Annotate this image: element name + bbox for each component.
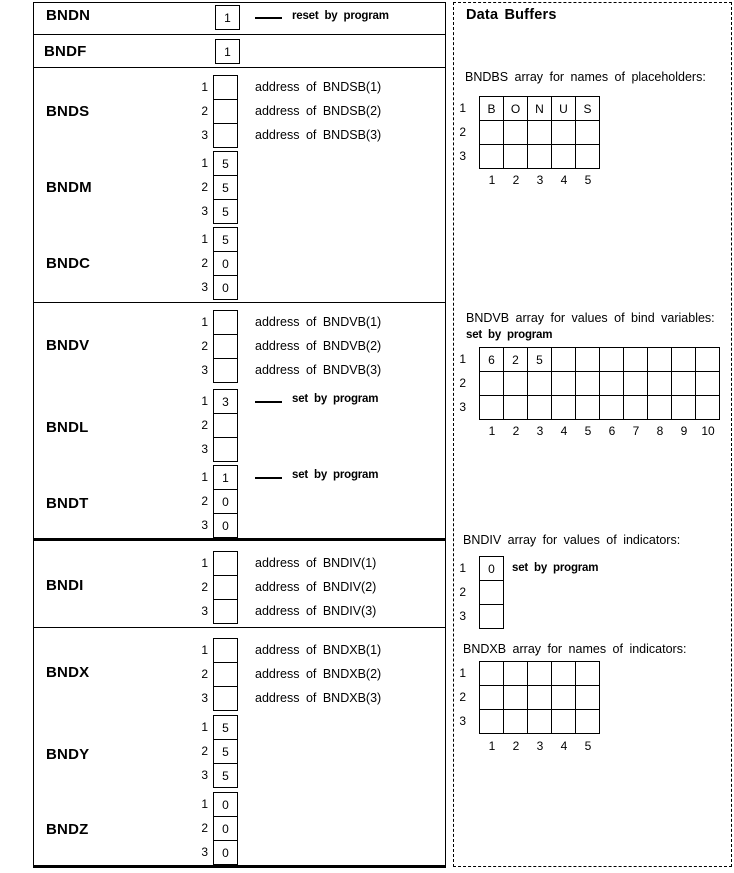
bndvb-cell-r2c10 <box>695 371 720 396</box>
bndvb-cell-r3c3 <box>527 395 552 420</box>
bndxb-cell-r2c2 <box>503 685 528 710</box>
field-label-bndy: BNDY <box>46 746 90 763</box>
row-label: 1 <box>459 666 466 680</box>
bndvb-cell-r1c4 <box>551 347 576 372</box>
section-divider <box>34 302 445 303</box>
row-label: 3 <box>459 400 466 414</box>
bndxb-cell-r1c5 <box>575 661 600 686</box>
col-label: 1 <box>488 739 496 753</box>
bndvb-cell-r1c5 <box>575 347 600 372</box>
bndbs-cell-r3c4 <box>551 144 576 169</box>
col-label: 4 <box>560 739 568 753</box>
pointer-line <box>255 17 282 19</box>
row-index: 2 <box>201 180 208 194</box>
bnds-cell-2 <box>213 99 238 124</box>
col-label: 3 <box>536 424 544 438</box>
bndm-cell-2: 5 <box>213 175 238 200</box>
section-divider <box>34 34 445 35</box>
row-index: 3 <box>201 768 208 782</box>
row-index: 2 <box>201 667 208 681</box>
bndbs-cell-r1c1: B <box>479 96 504 121</box>
bndvb-cell-r2c7 <box>623 371 648 396</box>
bndvb-cell-r1c6 <box>599 347 624 372</box>
bind-descriptor-panel <box>33 2 446 868</box>
annotation-bndiv: set by program <box>512 562 599 574</box>
bndvb-cell-r3c8 <box>647 395 672 420</box>
bndx-cell-3 <box>213 686 238 711</box>
col-label: 3 <box>536 739 544 753</box>
col-label: 3 <box>536 173 544 187</box>
bndx-cell-1 <box>213 638 238 663</box>
row-index: 2 <box>201 339 208 353</box>
bndxb-cell-r2c4 <box>551 685 576 710</box>
col-label: 5 <box>584 424 592 438</box>
row-label: 1 <box>459 101 466 115</box>
bndvb-cell-r3c5 <box>575 395 600 420</box>
row-index: 2 <box>201 580 208 594</box>
bndl-cell-2 <box>213 413 238 438</box>
bndvb-cell-r2c6 <box>599 371 624 396</box>
bndvb-cell-r3c1 <box>479 395 504 420</box>
bndxb-cell-r3c5 <box>575 709 600 734</box>
field-label-bndv: BNDV <box>46 337 90 354</box>
bndm-cell-1: 5 <box>213 151 238 176</box>
row-index: 3 <box>201 204 208 218</box>
row-index: 2 <box>201 494 208 508</box>
bndvb-cell-r1c3: 5 <box>527 347 552 372</box>
bndf-value-box: 1 <box>215 39 240 64</box>
col-label: 5 <box>584 173 592 187</box>
bndxb-cell-r2c5 <box>575 685 600 710</box>
row-index: 3 <box>201 845 208 859</box>
section-divider <box>34 67 445 68</box>
bndbs-cell-r2c1 <box>479 120 504 145</box>
row-label: 3 <box>459 714 466 728</box>
bndt-cell-2: 0 <box>213 489 238 514</box>
annotation-bndn: reset by program <box>292 10 389 22</box>
row-label: 2 <box>459 690 466 704</box>
section-divider-thick <box>34 538 445 541</box>
row-label: 2 <box>459 585 466 599</box>
field-label-bndi: BNDI <box>46 577 84 594</box>
bndy-cell-1: 5 <box>213 715 238 740</box>
data-buffers-title: Data Buffers <box>466 7 557 23</box>
address-label: address of BNDIV(3) <box>255 604 377 618</box>
address-label: address of BNDVB(2) <box>255 339 382 353</box>
row-index: 2 <box>201 104 208 118</box>
col-label: 4 <box>560 424 568 438</box>
bndvb-cell-r2c8 <box>647 371 672 396</box>
bndiv-cell-r1c1: 0 <box>479 556 504 581</box>
field-label-bndn: BNDN <box>46 7 91 24</box>
bndvb-cell-r3c6 <box>599 395 624 420</box>
bndn-value-box: 1 <box>215 5 240 30</box>
row-index: 1 <box>201 156 208 170</box>
address-label: address of BNDXB(3) <box>255 691 382 705</box>
field-label-bndf: BNDF <box>44 43 87 60</box>
address-label: address of BNDSB(1) <box>255 80 382 94</box>
bndl-cell-3 <box>213 437 238 462</box>
row-index: 1 <box>201 470 208 484</box>
field-label-bndm: BNDM <box>46 179 92 196</box>
bndvb-cell-r3c7 <box>623 395 648 420</box>
bndz-cell-3: 0 <box>213 840 238 865</box>
bndbs-cell-r3c2 <box>503 144 528 169</box>
col-label: 2 <box>512 424 520 438</box>
bndvb-cell-r3c10 <box>695 395 720 420</box>
annotation-bndl: set by program <box>292 393 379 405</box>
bndvb-cell-r2c5 <box>575 371 600 396</box>
bndc-cell-1: 5 <box>213 227 238 252</box>
field-label-bnds: BNDS <box>46 103 90 120</box>
bndvb-cell-r3c2 <box>503 395 528 420</box>
bndy-cell-2: 5 <box>213 739 238 764</box>
bndbs-caption: BNDBS array for names of placeholders: <box>465 70 706 84</box>
bndiv-caption: BNDIV array for values of indicators: <box>463 533 681 547</box>
row-index: 3 <box>201 442 208 456</box>
row-index: 1 <box>201 80 208 94</box>
row-label: 1 <box>459 561 466 575</box>
bndvb-cell-r1c10 <box>695 347 720 372</box>
bndxb-cell-r3c4 <box>551 709 576 734</box>
row-label: 3 <box>459 609 466 623</box>
bndxb-cell-r3c3 <box>527 709 552 734</box>
address-label: address of BNDIV(2) <box>255 580 377 594</box>
annotation-bndt: set by program <box>292 469 379 481</box>
bndvb-cell-r2c1 <box>479 371 504 396</box>
col-label: 8 <box>656 424 664 438</box>
bndiv-cell-r3c1 <box>479 604 504 629</box>
address-label: address of BNDXB(2) <box>255 667 382 681</box>
row-index: 2 <box>201 256 208 270</box>
bndbs-cell-r1c5: S <box>575 96 600 121</box>
address-label: address of BNDSB(3) <box>255 128 382 142</box>
bndvb-cell-r2c9 <box>671 371 696 396</box>
bndbs-cell-r2c5 <box>575 120 600 145</box>
bndbs-cell-r3c5 <box>575 144 600 169</box>
row-index: 3 <box>201 363 208 377</box>
row-index: 3 <box>201 691 208 705</box>
col-label: 9 <box>680 424 688 438</box>
bndxb-caption: BNDXB array for names of indicators: <box>463 642 687 656</box>
bndxb-cell-r3c2 <box>503 709 528 734</box>
field-label-bndx: BNDX <box>46 664 90 681</box>
bndc-cell-2: 0 <box>213 251 238 276</box>
bndbs-cell-r2c3 <box>527 120 552 145</box>
bndiv-cell-r2c1 <box>479 580 504 605</box>
bndi-cell-1 <box>213 551 238 576</box>
col-label: 7 <box>632 424 640 438</box>
row-index: 2 <box>201 418 208 432</box>
bndvb-cell-r1c1: 6 <box>479 347 504 372</box>
section-divider <box>34 627 445 628</box>
row-index: 3 <box>201 128 208 142</box>
bndvb-cell-r1c9 <box>671 347 696 372</box>
field-label-bndz: BNDZ <box>46 821 89 838</box>
bndxb-cell-r1c1 <box>479 661 504 686</box>
bndl-cell-1: 3 <box>213 389 238 414</box>
bndxb-cell-r2c3 <box>527 685 552 710</box>
bndv-cell-2 <box>213 334 238 359</box>
bndxb-cell-r3c1 <box>479 709 504 734</box>
col-label: 1 <box>488 424 496 438</box>
bndi-cell-3 <box>213 599 238 624</box>
row-label: 2 <box>459 125 466 139</box>
col-label: 6 <box>608 424 616 438</box>
bndvb-cell-r2c3 <box>527 371 552 396</box>
bndvb-cell-r1c7 <box>623 347 648 372</box>
row-index: 1 <box>201 797 208 811</box>
bndvb-caption: BNDVB array for values of bind variables: <box>466 311 715 325</box>
bnds-cell-3 <box>213 123 238 148</box>
bndt-cell-3: 0 <box>213 513 238 538</box>
field-label-bndt: BNDT <box>46 495 89 512</box>
bndbs-cell-r3c1 <box>479 144 504 169</box>
row-index: 2 <box>201 821 208 835</box>
col-label: 2 <box>512 739 520 753</box>
address-label: address of BNDIV(1) <box>255 556 377 570</box>
bndx-cell-2 <box>213 662 238 687</box>
row-index: 1 <box>201 394 208 408</box>
bndvb-cell-r3c4 <box>551 395 576 420</box>
bndbs-cell-r1c4: U <box>551 96 576 121</box>
row-index: 1 <box>201 315 208 329</box>
bndbs-cell-r1c3: N <box>527 96 552 121</box>
bndvb-cell-r2c2 <box>503 371 528 396</box>
bndbs-cell-r2c4 <box>551 120 576 145</box>
bndbs-cell-r3c3 <box>527 144 552 169</box>
row-index: 2 <box>201 744 208 758</box>
row-label: 1 <box>459 352 466 366</box>
row-label: 2 <box>459 376 466 390</box>
bndv-cell-3 <box>213 358 238 383</box>
bndy-cell-3: 5 <box>213 763 238 788</box>
bndbs-cell-r1c2: O <box>503 96 528 121</box>
col-label: 4 <box>560 173 568 187</box>
col-label: 1 <box>488 173 496 187</box>
bndvb-cell-r1c8 <box>647 347 672 372</box>
bndvb-cell-r1c2: 2 <box>503 347 528 372</box>
row-label: 3 <box>459 149 466 163</box>
bndxb-cell-r1c3 <box>527 661 552 686</box>
bndz-cell-1: 0 <box>213 792 238 817</box>
pointer-line <box>255 477 282 479</box>
bndz-cell-2: 0 <box>213 816 238 841</box>
col-label: 10 <box>701 424 715 438</box>
bndm-cell-3: 5 <box>213 199 238 224</box>
bndc-cell-3: 0 <box>213 275 238 300</box>
field-label-bndl: BNDL <box>46 419 89 436</box>
bndxb-cell-r1c4 <box>551 661 576 686</box>
field-label-bndc: BNDC <box>46 255 91 272</box>
row-index: 1 <box>201 643 208 657</box>
bndxb-cell-r2c1 <box>479 685 504 710</box>
bndbs-cell-r2c2 <box>503 120 528 145</box>
row-index: 3 <box>201 280 208 294</box>
bndvb-cell-r2c4 <box>551 371 576 396</box>
row-index: 1 <box>201 556 208 570</box>
bndt-cell-1: 1 <box>213 465 238 490</box>
bndvb-subcaption: set by program <box>466 329 553 341</box>
address-label: address of BNDSB(2) <box>255 104 382 118</box>
address-label: address of BNDXB(1) <box>255 643 382 657</box>
bndv-cell-1 <box>213 310 238 335</box>
col-label: 5 <box>584 739 592 753</box>
bndvb-cell-r3c9 <box>671 395 696 420</box>
col-label: 2 <box>512 173 520 187</box>
pointer-line <box>255 401 282 403</box>
address-label: address of BNDVB(3) <box>255 363 382 377</box>
bndxb-cell-r1c2 <box>503 661 528 686</box>
row-index: 3 <box>201 604 208 618</box>
address-label: address of BNDVB(1) <box>255 315 382 329</box>
bndi-cell-2 <box>213 575 238 600</box>
row-index: 3 <box>201 518 208 532</box>
row-index: 1 <box>201 232 208 246</box>
row-index: 1 <box>201 720 208 734</box>
bnds-cell-1 <box>213 75 238 100</box>
